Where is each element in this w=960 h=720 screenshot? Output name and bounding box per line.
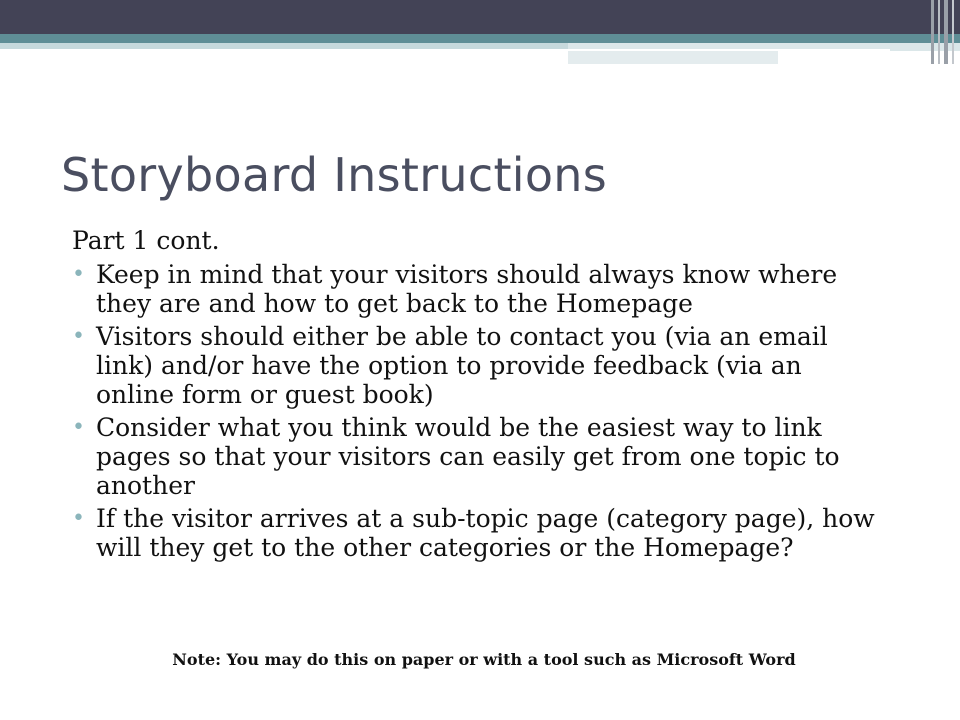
header-stripe [944, 0, 948, 64]
bullet-text: Keep in mind that your visitors should always know where they are and how to get back to the Homepage [96, 260, 838, 318]
header-light-band [0, 43, 570, 49]
slide-subheading: Part 1 cont. [72, 226, 220, 255]
header-divider-line [568, 49, 890, 51]
bullet-item [72, 504, 882, 562]
bullet-text: If the visitor arrives at a sub-topic page (category page), how will they get to the other categories or the Homepage? [96, 504, 875, 562]
header-stripe [952, 0, 954, 64]
slide-body [72, 226, 922, 566]
bullet-dot-icon: • [72, 506, 85, 531]
bullet-item [72, 322, 882, 409]
bullet-item [72, 260, 882, 318]
bullet-list [72, 260, 922, 562]
footer-note: Note: You may do this on paper or with a tool such as Microsoft Word [172, 650, 796, 669]
bullet-text: Visitors should either be able to contact you (via an email link) and/or have the option to provide feedback (via an online form or guest book) [96, 322, 828, 409]
bullet-item [72, 413, 882, 500]
header-step-band-lower [568, 51, 778, 64]
header-stripe [931, 0, 934, 64]
header-bar [0, 0, 960, 34]
bullet-dot-icon: • [72, 262, 85, 287]
header-stripe [938, 0, 940, 64]
bullet-dot-icon: • [72, 415, 85, 440]
header-accent-band [0, 34, 960, 43]
slide-title: Storyboard Instructions [61, 148, 608, 202]
bullet-text: Consider what you think would be the easiest way to link pages so that your visitors can easily get from one topic to another [96, 413, 840, 500]
bullet-dot-icon: • [72, 324, 85, 349]
